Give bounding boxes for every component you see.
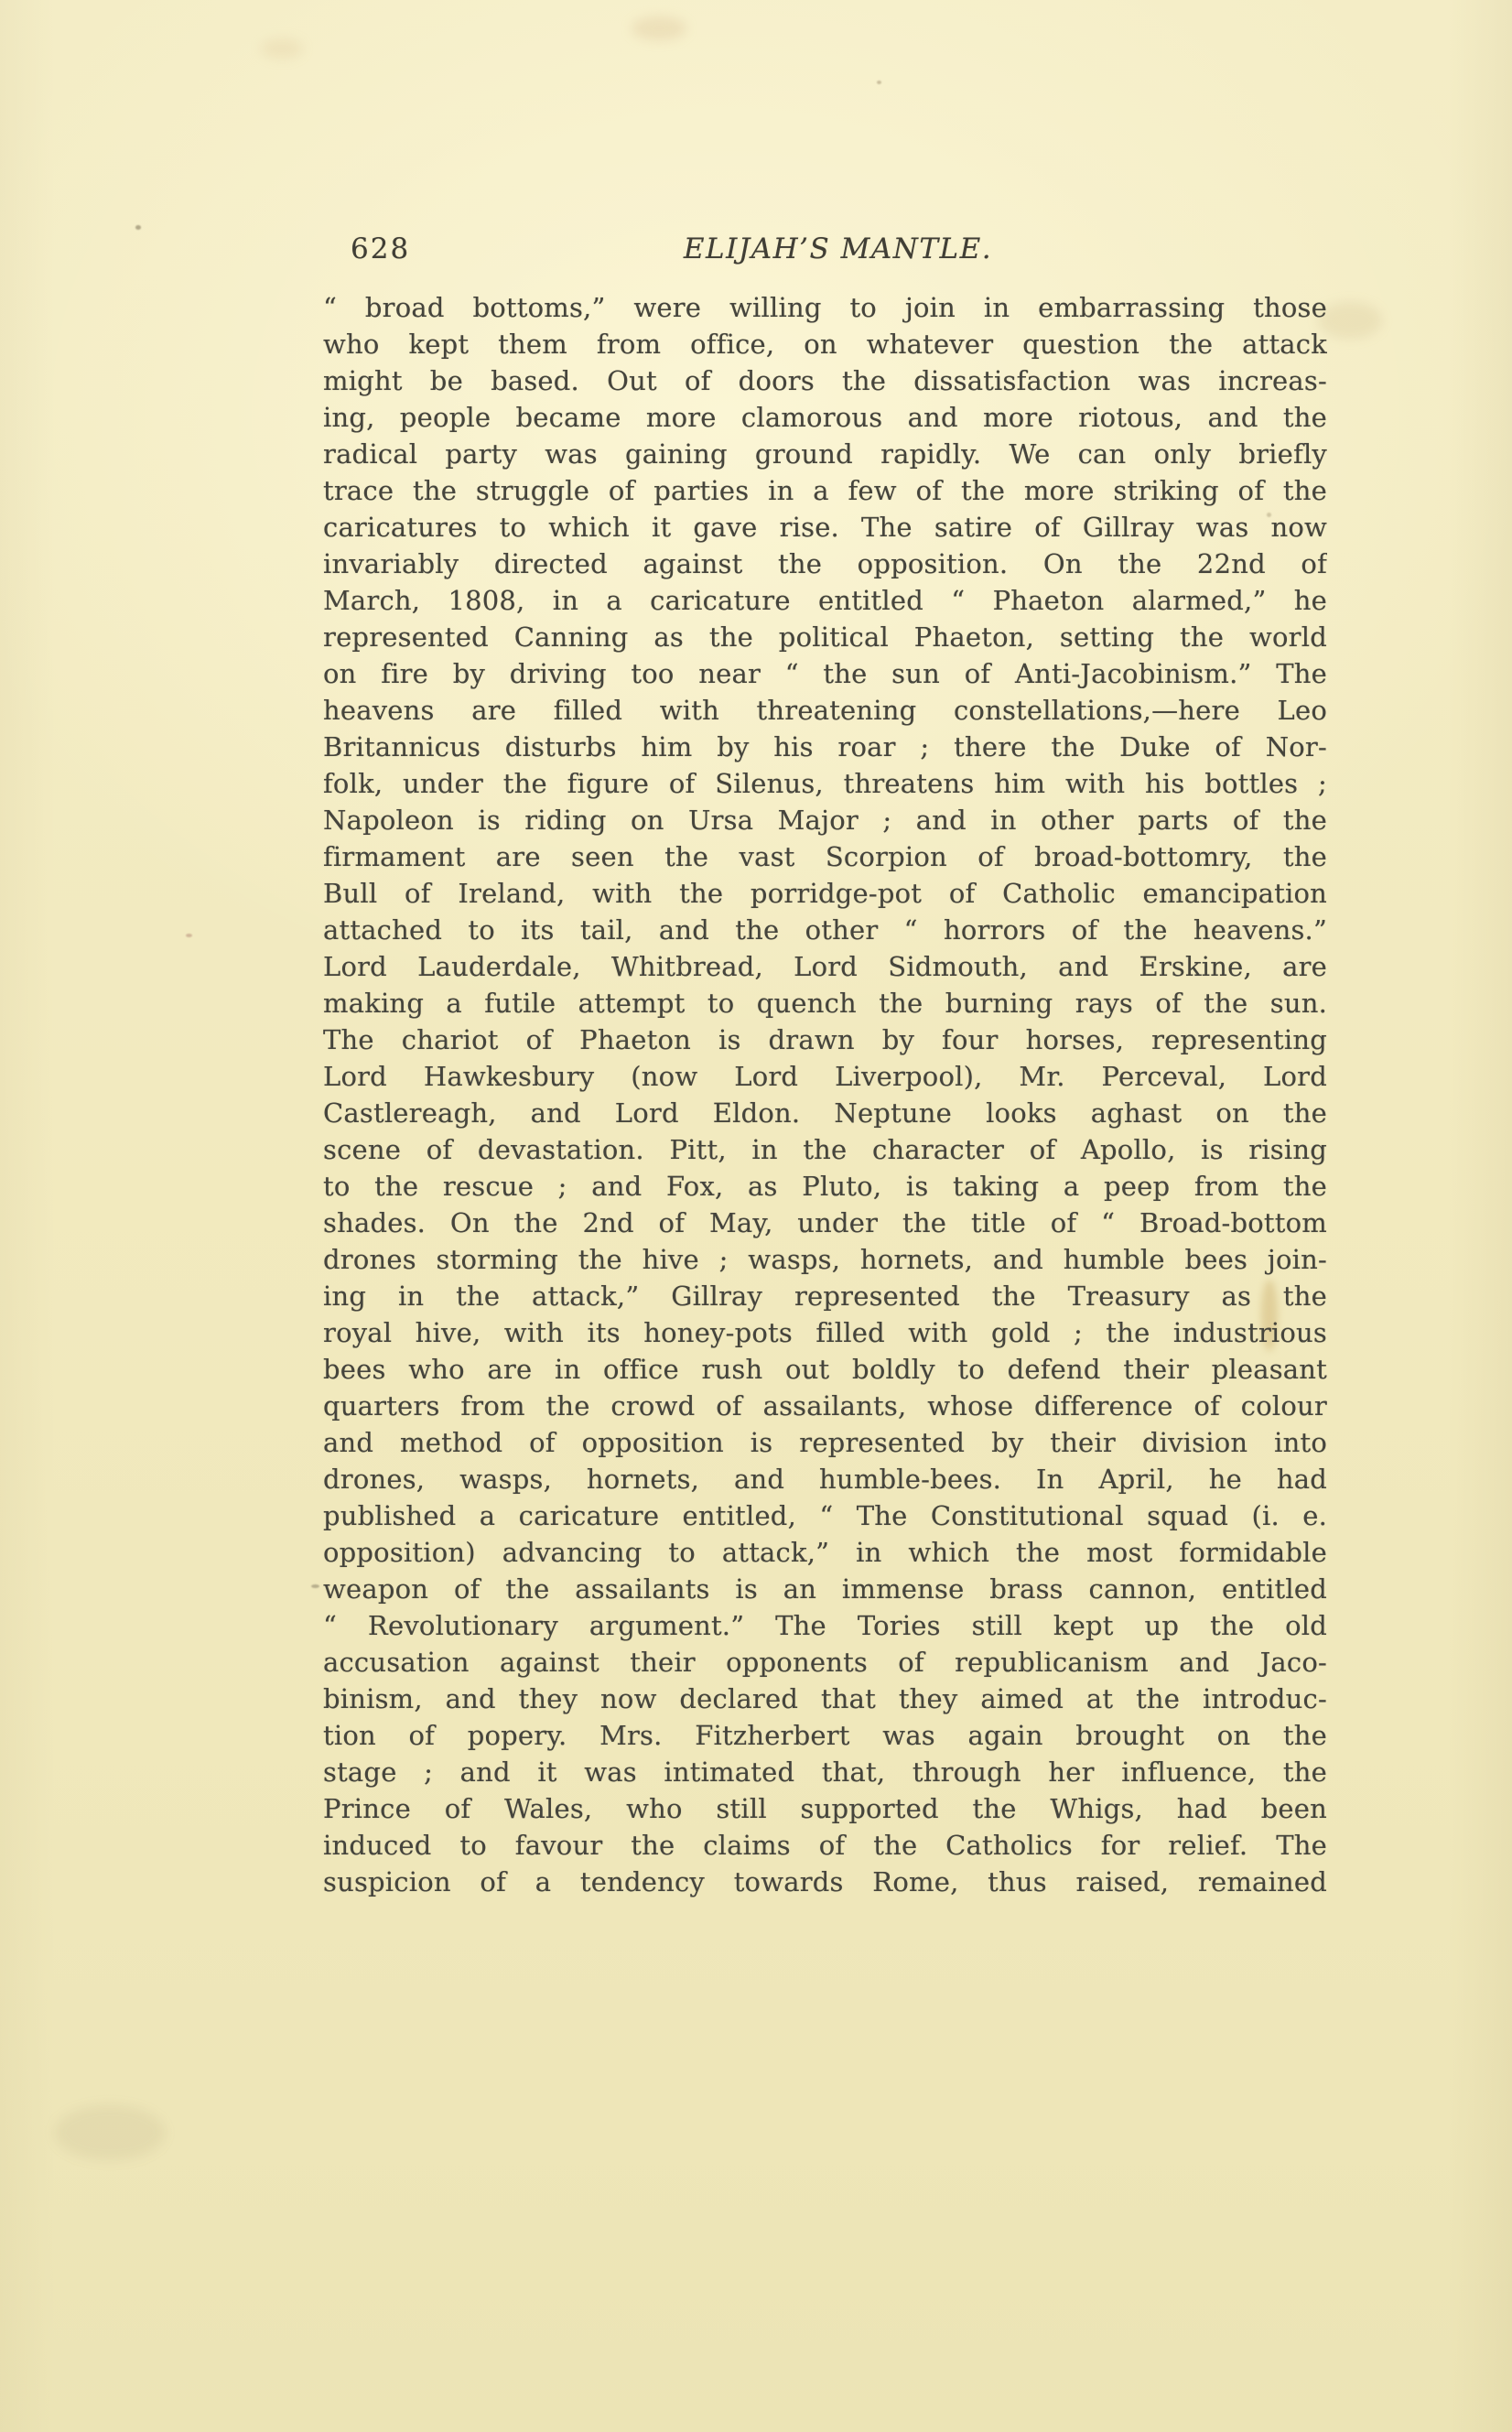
text-line: Napoleon is riding on Ursa Major ; and in other parts of the	[323, 805, 1327, 836]
text-line: weapon of the assailants is an immense brass cannon, entitled	[323, 1573, 1327, 1605]
paper-stain	[632, 16, 686, 40]
text-line: suspicion of a tendency towards Rome, thus raised, remained	[323, 1866, 1327, 1897]
paper-stain	[261, 38, 303, 59]
text-line: March, 1808, in a caricature entitled “ Phaeton alarmed,” he	[323, 585, 1327, 616]
body-text	[323, 289, 1327, 1900]
text-line: who kept them from office, on whatever question the attack	[323, 329, 1327, 360]
text-line: ing, people became more clamorous and more riotous, and the	[323, 402, 1327, 433]
text-line: “ broad bottoms,” were willing to join in embarrassing those	[323, 292, 1327, 323]
text-line: on fire by driving too near “ the sun of Anti-Jacobinism.” The	[323, 658, 1327, 689]
page-number: 628	[351, 232, 411, 265]
text-line: bees who are in office rush out boldly to defend their pleasant	[323, 1354, 1327, 1385]
text-line: scene of devastation. Pitt, in the character of Apollo, is rising	[323, 1134, 1327, 1165]
text-line: accusation against their opponents of republicanism and Jaco-	[323, 1647, 1327, 1678]
paper-speck	[186, 934, 192, 937]
text-line: drones storming the hive ; wasps, hornets, and humble bees join-	[323, 1244, 1327, 1275]
text-line: attached to its tail, and the other “ horrors of the heavens.”	[323, 914, 1327, 946]
text-line: Castlereagh, and Lord Eldon. Neptune looks aghast on the	[323, 1097, 1327, 1129]
text-line: opposition) advancing to attack,” in which the most formidable	[323, 1537, 1327, 1568]
text-line: induced to favour the claims of the Catholics for relief. The	[323, 1830, 1327, 1861]
page-header	[323, 231, 1327, 273]
text-line: Lord Hawkesbury (now Lord Liverpool), Mr. Perceval, Lord	[323, 1061, 1327, 1092]
paper-speck	[311, 1584, 319, 1588]
text-line: and method of opposition is represented by their division into	[323, 1427, 1327, 1458]
text-line: Prince of Wales, who still supported the Whigs, had been	[323, 1793, 1327, 1824]
text-line: radical party was gaining ground rapidly. We can only briefly	[323, 438, 1327, 470]
running-title: ELIJAH’S MANTLE.	[683, 232, 993, 265]
text-line: firmament are seen the vast Scorpion of broad-bottomry, the	[323, 841, 1327, 872]
text-line: binism, and they now declared that they aimed at the introduc-	[323, 1683, 1327, 1714]
paper-speck	[877, 81, 881, 84]
text-line: stage ; and it was intimated that, through her influence, the	[323, 1756, 1327, 1788]
text-line: tion of popery. Mrs. Fitzherbert was again brought on the	[323, 1720, 1327, 1751]
paper-stain	[1318, 302, 1382, 339]
text-line: caricatures to which it gave rise. The satire of Gillray was now	[323, 512, 1327, 543]
text-line: might be based. Out of doors the dissatisfaction was increas-	[323, 365, 1327, 396]
text-line: shades. On the 2nd of May, under the title of “ Broad-bottom	[323, 1207, 1327, 1238]
text-line: Lord Lauderdale, Whitbread, Lord Sidmouth, and Erskine, are	[323, 951, 1327, 982]
paper-stain	[55, 2105, 165, 2160]
text-line: folk, under the figure of Silenus, threatens him with his bottles ;	[323, 768, 1327, 799]
text-line: drones, wasps, hornets, and humble-bees. In April, he had	[323, 1464, 1327, 1495]
text-line: published a caricature entitled, “ The Constitutional squad (i. e.	[323, 1500, 1327, 1531]
text-line: “ Revolutionary argument.” The Tories still kept up the old	[323, 1610, 1327, 1641]
text-line: represented Canning as the political Phaeton, setting the world	[323, 622, 1327, 653]
text-line: ing in the attack,” Gillray represented the Treasury as the	[323, 1281, 1327, 1312]
text-line: trace the struggle of parties in a few of the more striking of the	[323, 475, 1327, 506]
text-line: to the rescue ; and Fox, as Pluto, is taking a peep from the	[323, 1171, 1327, 1202]
text-line: heavens are filled with threatening constellations,—here Leo	[323, 695, 1327, 726]
text-line: Bull of Ireland, with the porridge-pot of Catholic emancipation	[323, 878, 1327, 909]
text-line: royal hive, with its honey-pots filled with gold ; the industrious	[323, 1317, 1327, 1348]
paper-speck	[135, 225, 141, 230]
text-line: making a futile attempt to quench the burning rays of the sun.	[323, 988, 1327, 1019]
text-line: The chariot of Phaeton is drawn by four horses, representing	[323, 1024, 1327, 1055]
text-line: Britannicus disturbs him by his roar ; there the Duke of Nor-	[323, 731, 1327, 762]
text-line: quarters from the crowd of assailants, whose difference of colour	[323, 1390, 1327, 1421]
text-line: invariably directed against the opposition. On the 22nd of	[323, 548, 1327, 579]
